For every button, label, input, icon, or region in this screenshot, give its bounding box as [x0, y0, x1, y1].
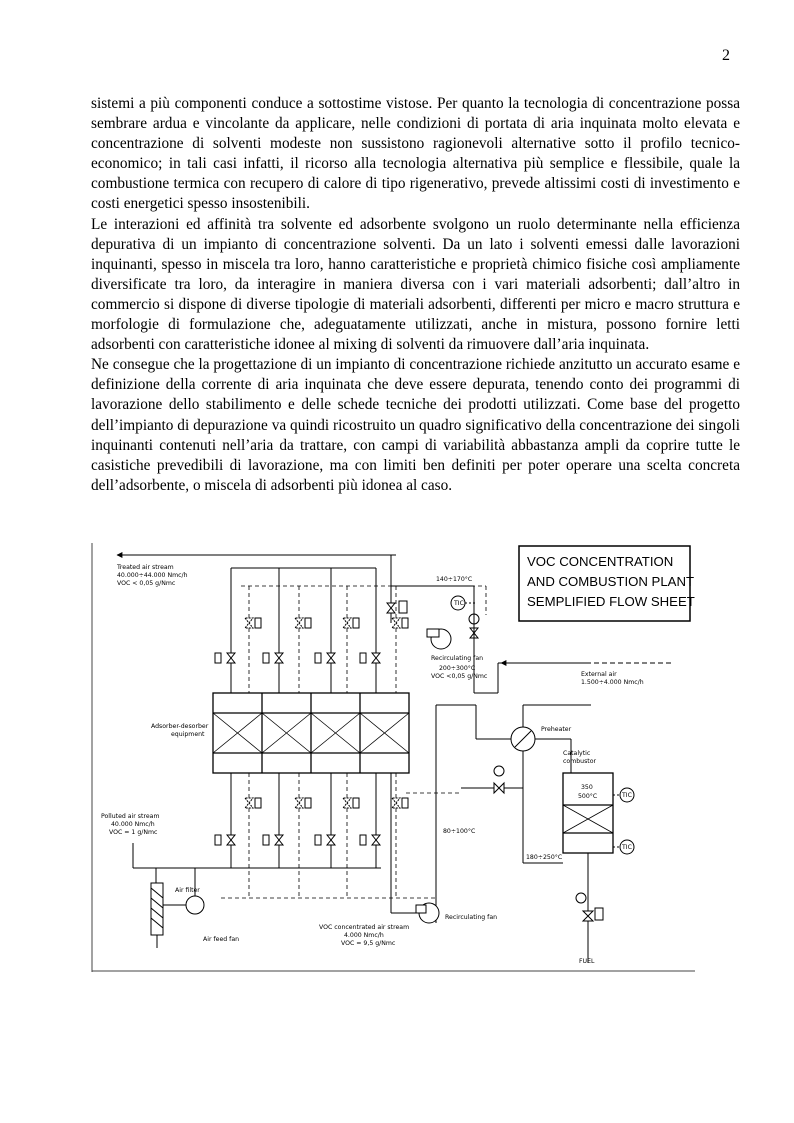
title-line-3: SEMPLIFIED FLOW SHEET: [527, 594, 695, 609]
adsorber-bank: [213, 693, 409, 773]
tic-right-1-text: TIC: [622, 792, 632, 799]
voc-concentrated-label-3: VOC = 9,5 g/Nmc: [341, 940, 396, 947]
bottom-valves: [215, 798, 408, 845]
adsorber-top-lines: [231, 568, 396, 693]
polluted-label-3: VOC = 1 g/Nmc: [109, 829, 158, 836]
tic-top-text: TIC: [454, 600, 464, 607]
voc-concentrated-label-2: 4.000 Nmc/h: [344, 932, 384, 939]
paragraph-1: sistemi a più componenti conduce a sottostime vistose. Per quanto la tecnologia di concentrazione possa sembrare ardua e vincolante da applicare, nelle condizioni di portata di aria inquinata molto elevata e concentrazione di solventi modeste non sussistono ragionevoli alternative sotto il profilo tecnico-economico; in tali casi infatti, il ricorso alla tecnologia alternativa più semplice e flessibile, quale la combustione termica con recupero di calore di tipo rigenerativo, prevede altissimi costi di investimento e costi energetici spesso insostenibili.: [91, 95, 740, 213]
temp-mid-label: 80÷100°C: [443, 828, 476, 835]
title-line-1: VOC CONCENTRATION: [527, 554, 674, 569]
polluted-label-1: Polluted air stream: [101, 813, 160, 820]
recirc-outlet-label-2: VOC <0,05 g/Nmc: [431, 673, 488, 680]
combustor-temp-1: 350: [581, 784, 593, 791]
adsorber-label-2: equipment: [171, 731, 205, 738]
air-filter: [151, 883, 163, 948]
polluted-air-inlet: [101, 813, 160, 883]
recirc-outlet-label-1: 200÷300°C: [439, 665, 476, 672]
catalytic-label-1: Catalytic: [563, 750, 591, 757]
recirculating-fan-top: [427, 629, 451, 649]
flow-sheet-diagram: [91, 543, 695, 972]
recirculating-fan-bottom: [416, 903, 439, 923]
tic-right-2-text: TIC: [622, 844, 632, 851]
treated-air-outlet: [116, 555, 396, 587]
fuel-valve: [576, 893, 603, 921]
treated-air-label-3: VOC < 0,05 g/Nmc: [117, 580, 176, 587]
voc-concentrated-label-1: VOC concentrated air stream: [319, 924, 410, 931]
body-text: [91, 94, 740, 496]
external-air-inlet: [501, 663, 671, 686]
polluted-label-2: 40.000 Nmc/h: [111, 821, 155, 828]
paragraph-3: Ne consegue che la progettazione di un impianto di concentrazione richiede anzitutto un accurato esame e definizione della corrente di aria inquinata che deve essere depurata, tenendo conto dei programmi di lavorazione dello stabilimento e delle schede tecniche dei prodotti utilizzati. Come base del progetto dell’impianto di depurazione va quindi ricostruito un quadro significativo della concentrazione dei singoli inquinanti contenuti nell’aria da trattare, con campi di variabilità abbastanza ampli da coprire tutte le casistiche prevedibili di lavorazione, ma con limiti ben definiti per poter operare una scelta concreta dell’adsorbente, o miscela di adsorbenti più idonea al caso.: [91, 356, 740, 494]
bypass-valve: [461, 766, 523, 793]
page-number: 2: [722, 47, 730, 64]
recirculating-fan-bottom-label: Recirculating fan: [445, 914, 498, 921]
title-box: [519, 546, 695, 621]
adsorber-label-1: Adsorber-desorber: [151, 723, 209, 730]
external-air-label-1: External air: [581, 671, 617, 678]
temp-out-label: 180÷250°C: [526, 854, 563, 861]
catalytic-label-2: combustor: [563, 758, 597, 765]
air-filter-label: Air filter: [175, 887, 200, 894]
preheater-label: Preheater: [541, 726, 572, 733]
air-feed-fan-label: Air feed fan: [203, 936, 240, 943]
external-air-label-2: 1.500÷4.000 Nmc/h: [581, 679, 644, 686]
title-line-2: AND COMBUSTION PLANT: [527, 574, 695, 589]
paragraph-2: Le interazioni ed affinità tra solvente ed adsorbente svolgono un ruolo determinante nella efficienza depurativa di un impianto di concentrazione solventi. Da un lato i solventi emessi dalle lavorazioni inquinanti, spesso in miscela tra loro, hanno caratteristiche e proprietà chimico fisiche così ampliamente diversificate tra loro, da interagire in maniera diversa con i vari materiali adsorbenti; dall’altro in commercio si dispone di diverse tipologie di materiali adsorbenti, differenti per micro e macro struttura e morfologie di formulazione che, adeguatamente utilizzati, anche in mistura, possono fornire letti adsorbenti con caratteristiche idonee al mixing di solventi da rimuovere dall’aria inquinata.: [91, 215, 740, 354]
flow-sheet-figure: [91, 543, 695, 972]
treated-air-label-2: 40.000÷44.000 Nmc/h: [117, 572, 188, 579]
treated-air-label-1: Treated air stream: [117, 564, 174, 571]
temp-top-label: 140÷170°C: [436, 576, 473, 583]
top-valves: [215, 601, 408, 663]
recirculating-fan-top-label: Recirculating fan: [431, 655, 484, 662]
combustor-temp-2: 500°C: [578, 793, 598, 800]
fuel-label: FUEL: [579, 958, 595, 965]
